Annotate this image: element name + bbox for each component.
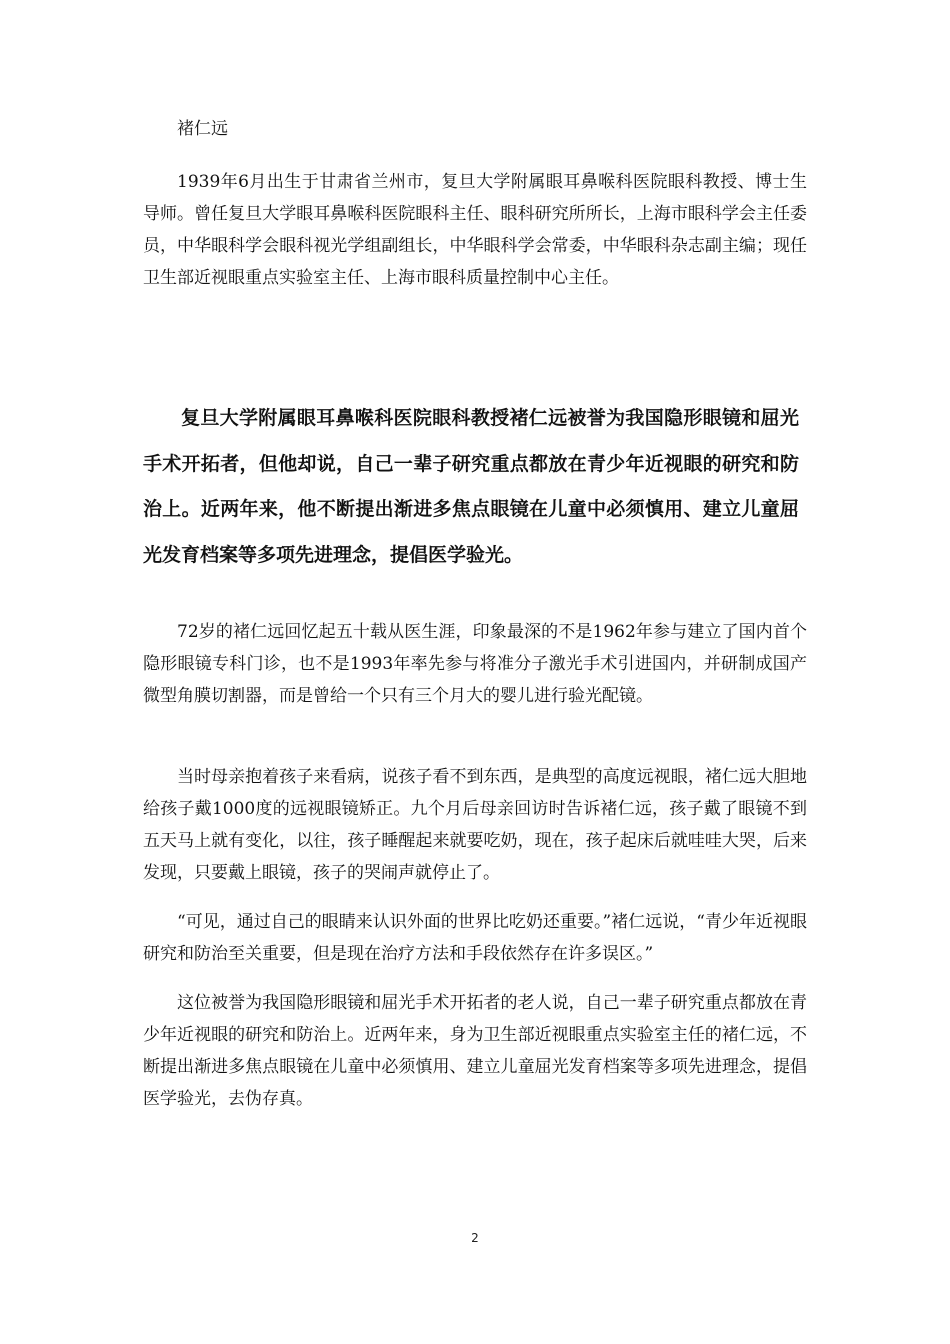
body-paragraph-2: 当时母亲抱着孩子来看病，说孩子看不到东西，是典型的高度远视眼，褚仁远大胆地给孩子戴1000度的远视眼镜矫正。九个月后母亲回访时告诉褚仁远，孩子戴了眼镜不到五天马上就有变化，以往，孩子睡醒起来就要吃奶，现在，孩子起床后就哇哇大哭，后来发现，只要戴上眼镜，孩子的哭闹声就停止了。	[143, 767, 807, 883]
body-paragraph-4: 这位被誉为我国隐形眼镜和屈光手术开拓者的老人说，自己一辈子研究重点都放在青少年近视眼的研究和防治上。近两年来，身为卫生部近视眼重点实验室主任的褚仁远，不断提出渐进多焦点眼镜在儿童中必须慎用、建立儿童屈光发育档案等多项先进理念，提倡医学验光，去伪存真。	[143, 993, 807, 1109]
summary-lead-text: 复旦大学附属眼耳鼻喉科医院眼科教授褚仁远被誉为我国隐形眼镜和屈光手术开拓者，但他却说，自己一辈子研究重点都放在青少年近视眼的研究和防治上。近两年来，他不断提出渐进多焦点眼镜在儿童中必须慎用、建立儿童屈光发育档案等多项先进理念，提倡医学验光。	[143, 407, 799, 566]
body-paragraph-1: 72岁的褚仁远回忆起五十载从医生涯，印象最深的不是1962年参与建立了国内首个隐形眼镜专科门诊，也不是1993年率先参与将准分子激光手术引进国内，并研制成国产微型角膜切割器，而是曾给一个只有三个月大的婴儿进行验光配镜。	[143, 622, 807, 706]
body-paragraph-3: “可见，通过自己的眼睛来认识外面的世界比吃奶还重要。”褚仁远说，“青少年近视眼研究和防治至关重要，但是现在治疗方法和手段依然存在许多误区。”	[143, 912, 807, 964]
biography-paragraph: 1939年6月出生于甘肃省兰州市，复旦大学附属眼耳鼻喉科医院眼科教授、博士生导师。曾任复旦大学眼耳鼻喉科医院眼科主任、眼科研究所所长，上海市眼科学会主任委员，中华眼科学会眼科视光学组副组长，中华眼科学会常委，中华眼科杂志副主编；现任卫生部近视眼重点实验室主任、上海市眼科质量控制中心主任。	[143, 172, 807, 288]
summary-lead-paragraph	[143, 396, 799, 578]
page-number: 2	[471, 1231, 479, 1245]
person-name-heading: 褚仁远	[177, 119, 228, 139]
